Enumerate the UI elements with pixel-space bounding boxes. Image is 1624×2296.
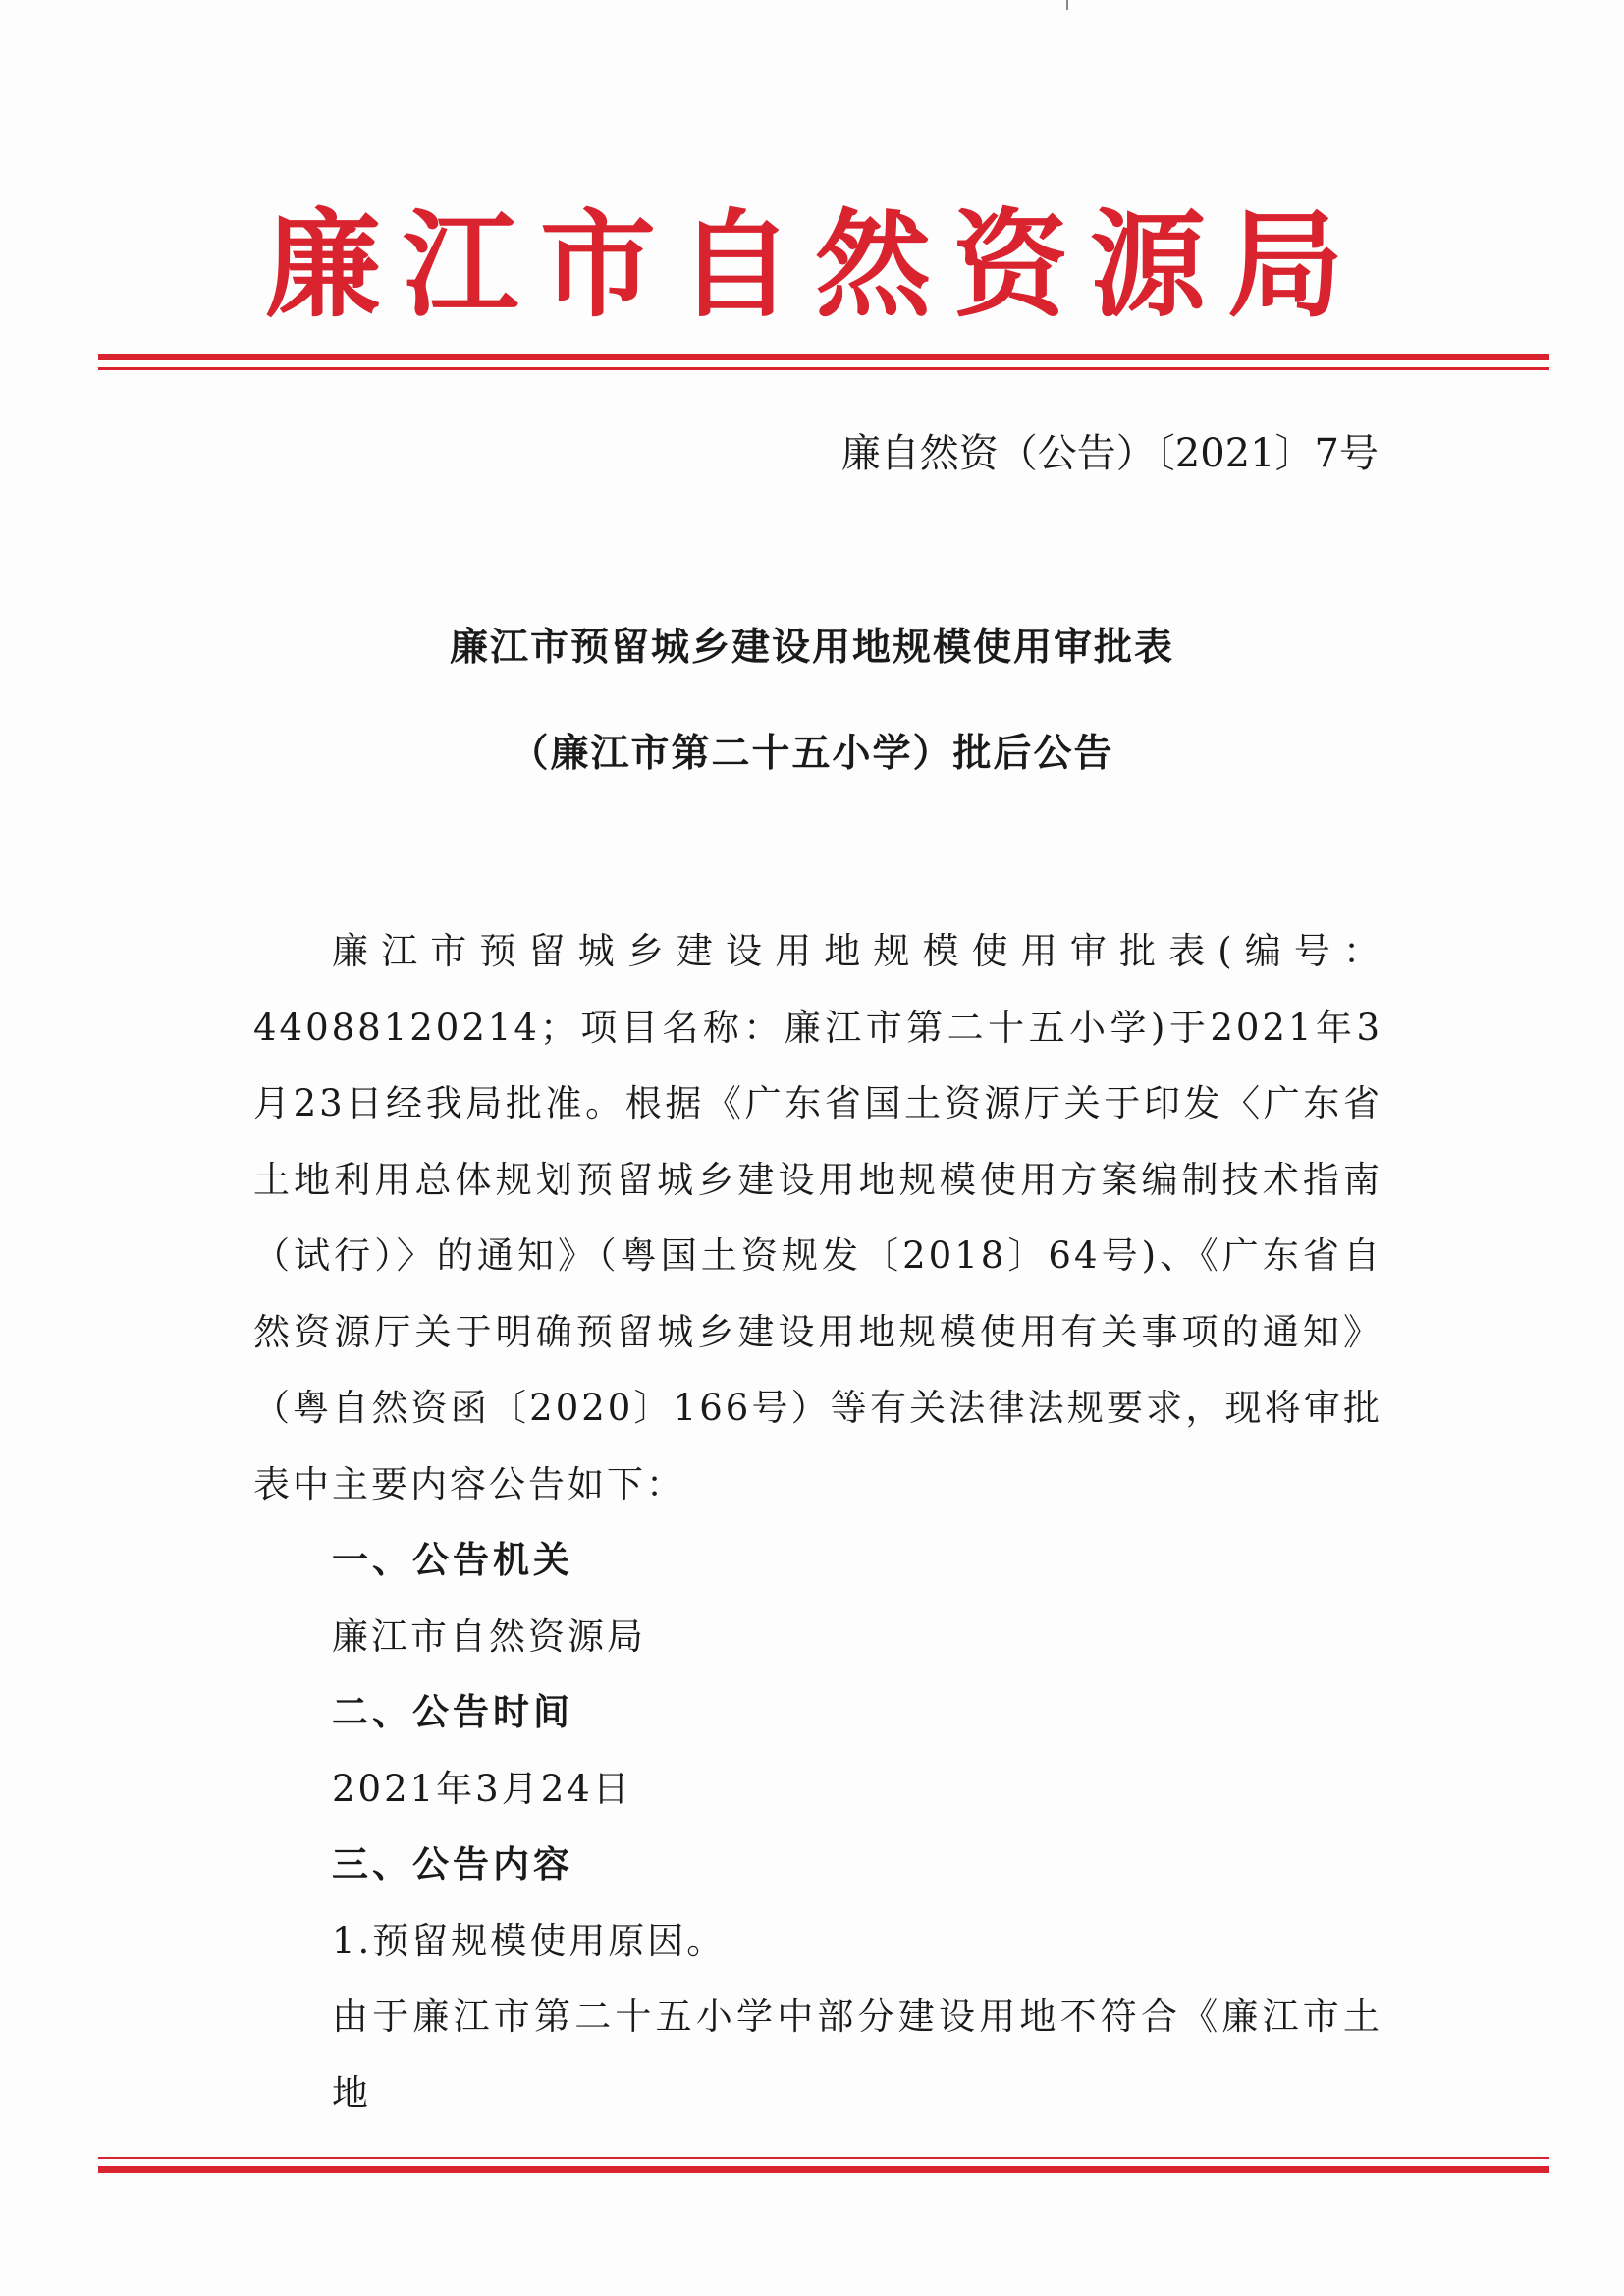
- header-red-rule-thick: [98, 354, 1549, 360]
- item1-heading: 1.预留规模使用原因。: [332, 1919, 727, 1962]
- document-body: [253, 913, 1382, 2131]
- section3-heading: 三、公告内容: [332, 1843, 573, 1886]
- section1-heading: 一、公告机关: [332, 1539, 573, 1581]
- header-red-rule-thin: [98, 367, 1549, 370]
- section2-value: 2021年3月24日: [332, 1767, 632, 1810]
- item1-text: 由于廉江市第二十五小学中部分建设用地不符合《廉江市土地: [332, 1995, 1382, 2114]
- subject-title-line2: （廉江市第二十五小学）批后公告: [510, 732, 1114, 776]
- agency-title: 廉江市自然资源局: [264, 196, 1365, 333]
- footer-red-rule-thin: [98, 2157, 1549, 2159]
- section2-heading: 二、公告时间: [332, 1691, 573, 1733]
- document-number: 廉自然资（公告）〔2021〕7号: [840, 431, 1379, 476]
- scan-mark: [1066, 0, 1068, 10]
- subject-title-line1: 廉江市预留城乡建设用地规模使用审批表: [449, 626, 1174, 670]
- section1-value: 廉江市自然资源局: [332, 1614, 646, 1658]
- intro-paragraph: 廉江市预留城乡建设用地规模使用审批表(编号：44088120214；项目名称：廉江市第二十五小学)于2021年3月23日经我局批准。根据《广东省国土资源厅关于印发〈广东省土地利用总体规划预留城乡建设用地规模使用方案编制技术指南（试行）〉的通知》（粤国土资规发〔2018〕64号)、《广东省自然资源厅关于明确预留城乡建设用地规模使用有关事项的通知》（粤自然资函〔2020〕166号）等有关法律法规要求，现将审批表中主要内容公告如下：: [253, 930, 1382, 1505]
- footer-red-rule-thick: [98, 2166, 1549, 2173]
